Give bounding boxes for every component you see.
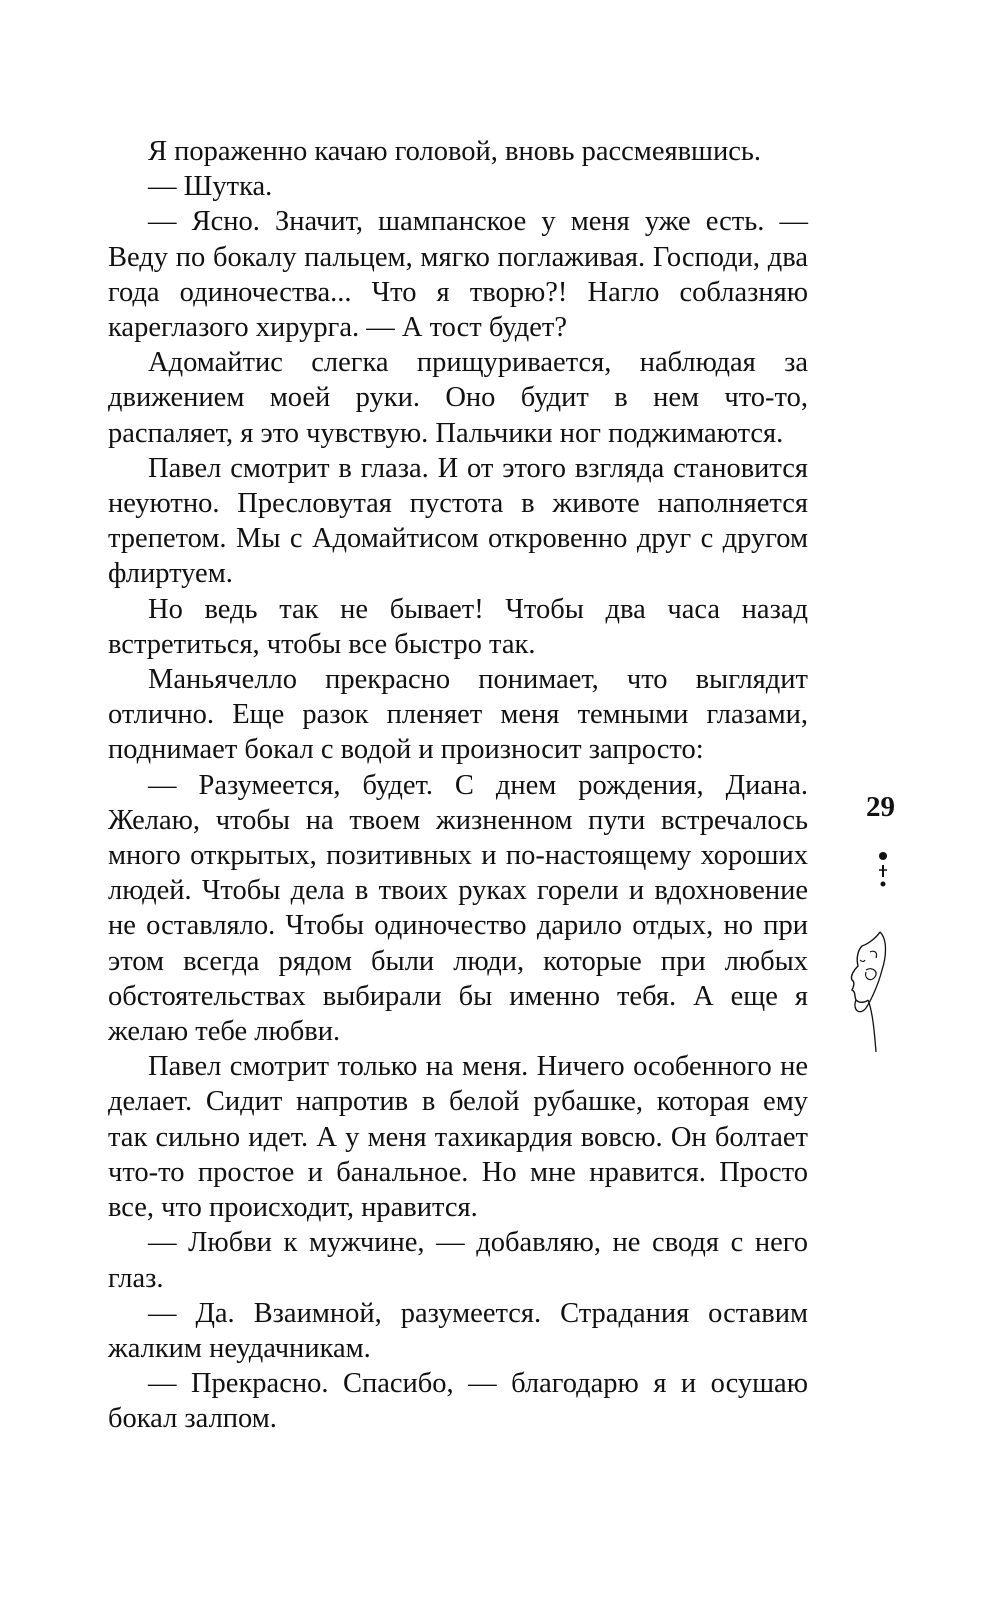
paragraph: — Прекрасно. Спасибо, — благодарю я и осушаю бокал залпом.: [108, 1368, 808, 1435]
dot-ornament-icon: [876, 850, 890, 890]
page-number: 29: [866, 791, 895, 823]
paragraph: Но ведь так не бывает! Чтобы два часа назад встретиться, чтобы все быстро так.: [108, 593, 808, 660]
paragraph: Маньячелло прекрасно понимает, что выглядит отлично. Еще разок пленяет меня темными глазами, поднимает бокал с водой и произносит запросто:: [108, 664, 808, 766]
paragraph: — Да. Взаимной, разумеется. Страдания оставим жалким неудачникам.: [108, 1297, 808, 1364]
paragraph: Адомайтис слегка прищуривается, наблюдая за движением моей руки. Оно будит в нем что-то, распаляет, я это чувствую. Пальчики ног поджимаются.: [108, 347, 808, 449]
paragraph: — Шутка.: [148, 171, 273, 203]
paragraph: Павел смотрит только на меня. Ничего особенного не делает. Сидит напротив в белой рубашке, которая ему так сильно идет. А у меня тахикардия вовсю. Он болтает что-то простое и банальное. Но мне нравится. Просто все, что происходит, нравится.: [108, 1051, 808, 1224]
paragraph: Я пораженно качаю головой, вновь рассмеявшись.: [148, 136, 762, 167]
paragraph: — Ясно. Значит, шампанское у меня уже есть. — Веду по бокалу пальцем, мягко поглаживая. Господи, два года одиночества... Что я творю?! Нагло соблазняю кареглазого хирурга. — А тост будет?: [108, 206, 808, 344]
paragraph: — Разумеется, будет. С днем рождения, Диана. Желаю, чтобы на твоем жизненном пути встречалось много открытых, позитивных и по-настоящему хороших людей. Чтобы дела в твоих руках горели и вдохновение не оставляло. Чтобы одиночество дарило отдых, но при этом всегда рядом были люди, которые при любых обстоятельствах выбирали бы именно тебя. А еще я желаю тебе любви.: [108, 769, 808, 1048]
face-line-art-icon: [846, 930, 896, 1055]
paragraph: Павел смотрит в глаза. И от этого взгляда становится неуютно. Пресловутая пустота в животе наполняется трепетом. Мы с Адомайтисом откровенно друг с другом флиртуем.: [108, 452, 808, 590]
paragraph: — Любви к мужчине, — добавляю, не сводя с него глаз.: [108, 1227, 808, 1294]
body-text: [108, 134, 808, 1437]
